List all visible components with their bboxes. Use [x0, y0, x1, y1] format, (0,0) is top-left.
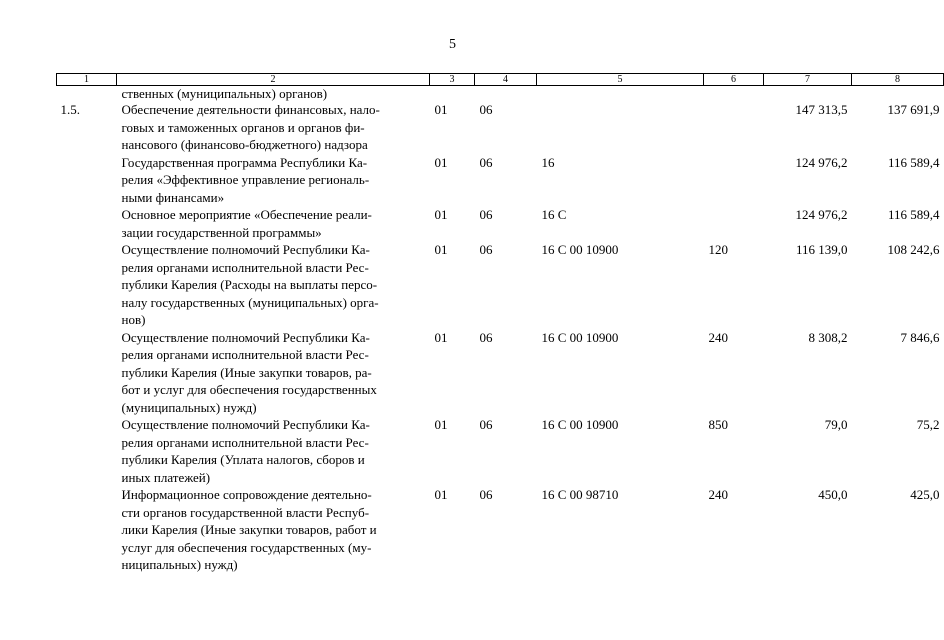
- row-name-line: бот и услуг для обеспечения государственных: [121, 382, 377, 397]
- row-name: [117, 486, 430, 574]
- table-row: [57, 486, 944, 574]
- row-amount-2: 425,0: [910, 487, 940, 502]
- table-row: [57, 206, 944, 241]
- row-name-line: ными финансами»: [121, 189, 225, 205]
- row-expense-type: 850: [708, 417, 728, 432]
- row-amount-1: 450,0: [818, 487, 848, 502]
- header-col-3: 3: [430, 74, 475, 86]
- header-col-5: 5: [537, 74, 704, 86]
- table-header: [57, 74, 944, 86]
- row-amount-1: 116 139,0: [795, 242, 848, 257]
- row-section-code: 01: [434, 242, 448, 257]
- header-row: [57, 74, 944, 86]
- row-name-line: Осуществление полномочий Республики Ка-: [121, 242, 370, 257]
- row-number: [57, 241, 117, 329]
- row-name-line: налу государственных (муниципальных) орга-: [121, 294, 379, 310]
- row-number: [57, 206, 117, 241]
- row-amount-2: 75,2: [916, 417, 940, 432]
- row-name-line: Обеспечение деятельности финансовых, нало-: [121, 102, 380, 117]
- row-name-line: лики Карелия (Иные закупки товаров, работ и: [121, 522, 377, 537]
- row-amount-1: 79,0: [824, 417, 848, 432]
- header-col-4: 4: [475, 74, 537, 86]
- row-name-line: зации государственной программы»: [121, 224, 322, 240]
- row-name-line: релия органами исполнительной власти Рес-: [121, 434, 369, 450]
- row-expense-type: [704, 206, 764, 241]
- table-row: [57, 329, 944, 417]
- row-name-line: ниципальных) нужд): [121, 557, 238, 572]
- row-name-line: говых и таможенных органов и органов фи-: [121, 119, 365, 135]
- row-amount-1: 124 976,2: [795, 154, 848, 170]
- row-name-line: публики Карелия (Расходы на выплаты персо-: [121, 277, 378, 292]
- row-target-article: [537, 101, 704, 154]
- row-target-article: 16 С: [541, 207, 567, 222]
- row-name: [117, 241, 430, 329]
- row-number: 1.5.: [60, 102, 80, 117]
- row-name-line: нансового (финансово-бюджетного) надзора: [121, 137, 368, 152]
- continuation-row: [57, 86, 944, 102]
- row-section-code: 01: [434, 154, 448, 170]
- row-amount-2: 116 589,4: [887, 154, 940, 170]
- row-expense-type: [704, 101, 764, 154]
- budget-table: [56, 73, 944, 574]
- row-number: [57, 329, 117, 417]
- row-number: [57, 416, 117, 486]
- row-amount-2: 108 242,6: [887, 242, 940, 257]
- row-expense-type: 120: [708, 242, 728, 257]
- row-amount-1: 124 976,2: [795, 207, 848, 222]
- row-name: [117, 416, 430, 486]
- row-expense-type: 240: [708, 487, 728, 502]
- row-section-code: 01: [434, 417, 448, 432]
- row-amount-1: 147 313,5: [795, 102, 848, 117]
- row-name-line: Государственная программа Республики Ка-: [121, 154, 368, 170]
- row-subsection-code: 06: [479, 329, 493, 345]
- row-name-line: релия органами исполнительной власти Рес-: [121, 347, 369, 362]
- row-target-article: 16 С 00 10900: [541, 417, 619, 432]
- row-expense-type: 240: [708, 329, 728, 345]
- row-section-code: 01: [434, 487, 448, 502]
- row-subsection-code: 06: [479, 487, 493, 502]
- row-target-article: 16 С 00 98710: [541, 487, 619, 502]
- row-name-line: Осуществление полномочий Республики Ка-: [121, 329, 370, 345]
- row-subsection-code: 06: [479, 242, 493, 257]
- header-col-6: 6: [704, 74, 764, 86]
- row-name-line: услуг для обеспечения государственных (му-: [121, 539, 372, 555]
- row-name: [117, 101, 430, 154]
- row-name-line: (муниципальных) нужд): [121, 399, 257, 415]
- row-name-line: Основное мероприятие «Обеспечение реали-: [121, 207, 372, 222]
- header-col-1: 1: [57, 74, 117, 86]
- row-amount-2: 7 846,6: [900, 329, 940, 345]
- row-name-line: Осуществление полномочий Республики Ка-: [121, 417, 370, 432]
- row-name-line: нов): [121, 312, 146, 327]
- table-row: [57, 241, 944, 329]
- table-row: [57, 154, 944, 207]
- row-amount-1: 8 308,2: [808, 329, 848, 345]
- row-name: [117, 329, 430, 417]
- row-number: [57, 154, 117, 207]
- row-section-code: 01: [434, 207, 448, 222]
- row-name-line: релия «Эффективное управление региональ-: [121, 172, 370, 187]
- table-body: [57, 86, 944, 574]
- row-name-line: сти органов государственной власти Респуб-: [121, 504, 370, 520]
- row-subsection-code: 06: [479, 417, 493, 432]
- row-amount-2: 116 589,4: [887, 207, 940, 222]
- row-target-article: 16: [541, 154, 555, 170]
- row-amount-2: 137 691,9: [887, 102, 940, 117]
- row-section-code: 01: [434, 102, 448, 117]
- row-name-line: публики Карелия (Уплата налогов, сборов и: [121, 452, 365, 467]
- header-col-2: 2: [117, 74, 430, 86]
- row-target-article: 16 С 00 10900: [541, 329, 619, 345]
- row-name-line: Информационное сопровождение деятельно-: [121, 487, 372, 502]
- row-target-article: 16 С 00 10900: [541, 242, 619, 257]
- row-subsection-code: 06: [479, 154, 493, 170]
- row-name: [117, 154, 430, 207]
- row-name-line: иных платежей): [121, 469, 211, 485]
- row-expense-type: [704, 154, 764, 207]
- row-name: [117, 206, 430, 241]
- page-number: 5: [449, 37, 456, 52]
- continuation-text: ственных (муниципальных) органов): [121, 86, 328, 101]
- row-section-code: 01: [434, 329, 448, 345]
- table-row: [57, 416, 944, 486]
- row-name-line: публики Карелия (Иные закупки товаров, ра-: [121, 364, 372, 380]
- row-number: [57, 486, 117, 574]
- row-subsection-code: 06: [479, 102, 493, 117]
- row-subsection-code: 06: [479, 207, 493, 222]
- row-name-line: релия органами исполнительной власти Рес-: [121, 259, 369, 275]
- header-col-7: 7: [764, 74, 852, 86]
- header-col-8: 8: [852, 74, 944, 86]
- table-row: [57, 101, 944, 154]
